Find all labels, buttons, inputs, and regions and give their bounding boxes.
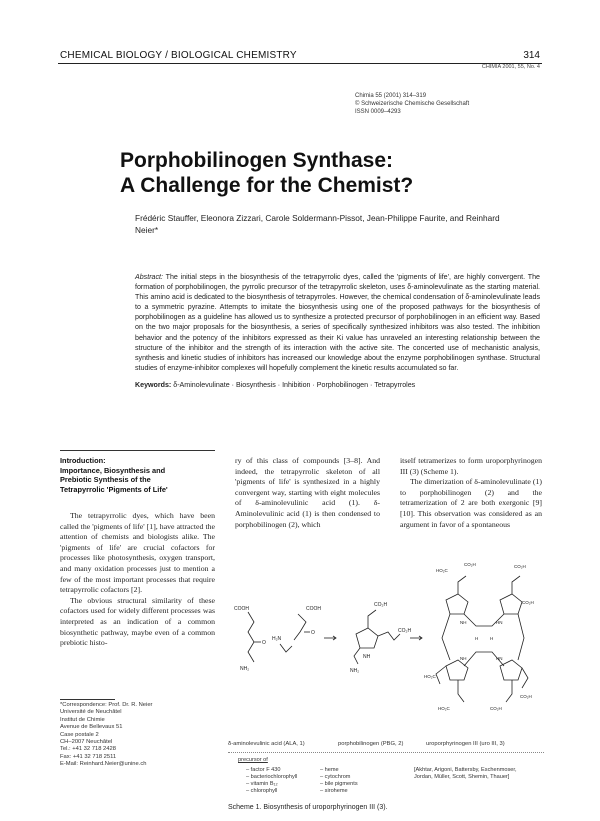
pbg-co2h-b-label: CO₂H bbox=[398, 628, 412, 634]
legend-item: – bile pigments bbox=[320, 781, 358, 787]
heading-line: Importance, Biosynthesis and bbox=[60, 465, 166, 475]
legend-heading: precursor of bbox=[238, 757, 268, 763]
body-column-1 bbox=[60, 511, 215, 649]
abstract-text: The initial steps in the biosynthesis of the tetrapyrrolic dyes, called the 'pigments of life', are highly convergent. The formation of porphobilinogen, the pyrrolic precursor of the tetrapyrrolic skeleton, uses δ-aminolevulinate as the starting material. This amino acid is dedicated to the biosynthesis of tetrapyrroles. However, the chemical condensation of δ-aminolevulinate leads to a symmetric pyrazine. Attempts to imitate the biosynthesis using one of the proposed pathways for the biosynthesis of porphobilinogen as a guideline has allowed us to synthesize a protected precursor of porphobilinogen in an efficient way. Based on the two major proposals for the biosynthesis, a series of specifically synthesized inhibitors was also tested. The inhibition behavior and the potency of the inhibitors expressed as their Ki value has unraveled an interesting relationship between the structure of the inhibitor and the strength of its interaction with the active site. The concerted use of mechanistic analysis, synthesis and kinetic studies of inhibitors has increased our knowledge about the enzyme porphobilinogen synthase. Structural studies of enzyme-inhibitor complexes will hopefully complement the kinetic results accumulated so far. bbox=[135, 273, 540, 372]
uro-ho2c-label: HO₂C bbox=[438, 706, 450, 711]
heading-line: Prebiotic Synthesis of the bbox=[60, 475, 151, 485]
footnote-line: Université de Neuchâtel bbox=[60, 709, 122, 716]
ala-chain bbox=[248, 612, 254, 662]
scheme-figure bbox=[228, 548, 544, 746]
heading-line: Introduction: bbox=[60, 456, 106, 465]
pbg-nh-label: NH bbox=[363, 654, 371, 660]
uro-ring-c bbox=[500, 660, 522, 680]
ala-dimer-structure bbox=[272, 606, 321, 652]
dimer-chain-b bbox=[280, 644, 292, 652]
uro-nh-label: NH bbox=[460, 620, 467, 625]
uro-arm bbox=[522, 668, 528, 688]
paragraph: itself tetramerizes to form uroporphyrinogen III (3) (Scheme 1). bbox=[400, 456, 542, 476]
uro-nh-label: NH bbox=[460, 656, 467, 661]
dimer-h2n-label: H₂N bbox=[272, 636, 282, 642]
uroporphyrinogen-structure bbox=[424, 562, 534, 711]
header-rule bbox=[58, 63, 542, 64]
author-list: Frédéric Stauffer, Eleonora Zizzari, Carole Soldermann-Pissot, Jean-Philippe Faurite, and Reinhard Neier* bbox=[135, 213, 500, 235]
keywords-text: δ-Aminolevulinate · Biosynthesis · Inhibition · Porphobilinogen · Tetrapyrroles bbox=[173, 381, 416, 389]
citation-line: © Schweizerische Chemische Gesellschaft bbox=[355, 101, 470, 107]
title-line: Porphobilinogen Synthase: bbox=[120, 149, 394, 172]
keywords-label: Keywords: bbox=[135, 381, 172, 389]
legend-item: – heme bbox=[320, 767, 339, 773]
pbg-nh2-label: NH₂ bbox=[350, 668, 360, 674]
legend-item: – vitamin B₁₂ bbox=[246, 781, 278, 787]
legend-refs: [Akhtar, Arigoni, Battersby, Eschenmoser, bbox=[414, 767, 517, 773]
compound-3-label: uroporphyrinogen III (uro III, 3) bbox=[426, 741, 505, 747]
citation-block bbox=[355, 92, 469, 116]
pbg-propionic-arm bbox=[378, 632, 400, 640]
uro-ring-d bbox=[446, 660, 468, 680]
uro-ring-a bbox=[446, 594, 468, 614]
uro-co2h-label: CO₂H bbox=[522, 600, 534, 605]
running-header: CHEMICAL BIOLOGY / BIOLOGICAL CHEMISTRY bbox=[60, 50, 297, 61]
dimer-chain-a bbox=[294, 614, 306, 640]
paragraph: ry of this class of compounds [3–8]. And indeed, the tetrapyrrolic skeleton of all 'pigments of life' is synthesized in a highly convergent way, starting with eight molecules of δ-aminolevulinic acid (1). δ-Aminolevulinic acid (1) is then condensed to porphobilinogen (2), which bbox=[235, 456, 380, 529]
scheme-separator bbox=[228, 752, 544, 753]
uro-bridge-bc bbox=[518, 614, 524, 660]
footnote-line: *Correspondence: Prof. Dr. R. Neier bbox=[60, 702, 153, 708]
section-rule bbox=[60, 450, 215, 451]
uro-arm bbox=[436, 666, 446, 684]
uro-ho2c-label: HO₂C bbox=[436, 568, 448, 573]
pbg-structure bbox=[350, 602, 411, 674]
title-line: A Challenge for the Chemist? bbox=[120, 174, 414, 197]
uro-h-label: H bbox=[490, 636, 494, 641]
uro-co2h-label: CO₂H bbox=[514, 564, 526, 569]
footnote-line: Institut de Chimie bbox=[60, 716, 105, 723]
compound-2-label: porphobilinogen (PBG, 2) bbox=[338, 741, 404, 747]
pbg-pyrrole-ring bbox=[356, 628, 378, 648]
footnote-line: Fax: +41 32 718 2511 bbox=[60, 753, 117, 760]
uro-hn-label: HN bbox=[496, 656, 503, 661]
uro-arm bbox=[458, 576, 466, 594]
citation-line: ISSN 0009–4293 bbox=[355, 109, 401, 115]
legend-item: – bacteriochlorophyll bbox=[246, 774, 298, 780]
legend-item: – factor F 430 bbox=[246, 767, 281, 773]
scheme-drawing bbox=[228, 548, 544, 746]
uro-ho2c-label: HO₂C bbox=[424, 674, 436, 679]
footnote-line: Avenue de Bellevaux 51 bbox=[60, 724, 123, 731]
correspondence-footnote bbox=[60, 702, 215, 769]
legend-item: – chlorophyll bbox=[246, 788, 278, 794]
uro-co2h-label: CO₂H bbox=[490, 706, 502, 711]
footnote-line: CH–2007 Neuchâtel bbox=[60, 739, 113, 746]
body-column-3 bbox=[400, 456, 542, 530]
pbg-aminomethyl-arm bbox=[354, 648, 360, 664]
dimer-o-label: O bbox=[311, 630, 315, 636]
citation-line: Chimia 55 (2001) 314–319 bbox=[355, 93, 427, 99]
legend-refs: Jordan, Müller, Scott, Shemin, Thauer] bbox=[414, 774, 510, 780]
uro-arm bbox=[458, 680, 464, 702]
uro-hn-label: HN bbox=[496, 620, 503, 625]
compound-1-label: δ-aminolevulinic acid (ALA, 1) bbox=[228, 741, 305, 747]
page-number: 314 bbox=[523, 50, 540, 61]
legend-item: – siroheme bbox=[320, 788, 348, 794]
body-column-2 bbox=[235, 456, 380, 530]
footnote-rule bbox=[60, 699, 115, 700]
paragraph: The obvious structural similarity of these cofactors used for widely different processes was interpreted as an indication of a common biosynthetic pathway, maybe even of a common prebiotic histo- bbox=[60, 595, 215, 648]
scheme-legend bbox=[238, 757, 544, 794]
abstract bbox=[135, 272, 540, 373]
legend-item: – cytochrom bbox=[320, 774, 351, 780]
ala-nh2-label: NH₂ bbox=[240, 666, 250, 672]
abstract-label: Abstract: bbox=[135, 273, 163, 281]
ala-o-label: O bbox=[262, 640, 266, 646]
uro-arm bbox=[506, 680, 512, 702]
uro-arm bbox=[512, 576, 520, 594]
footnote-line: E-Mail: Reinhard.Neier@unine.ch bbox=[60, 761, 147, 768]
journal-ref: CHIMIA 2001, 55, No. 4 bbox=[481, 64, 540, 70]
ala-cooh-label: COOH bbox=[234, 606, 249, 612]
uro-ring-b bbox=[500, 594, 522, 614]
pbg-co2h-a-label: CO₂H bbox=[374, 602, 388, 608]
dimer-cooh-label: COOH bbox=[306, 606, 321, 612]
paragraph: The dimerization of δ-aminolevulinate (1) to porphobilinogen (2) and the tetramerization of 2 are both exergonic [9][10]. This observation was considered as an argument in favor of a spontaneous bbox=[400, 477, 542, 529]
scheme-caption: Scheme 1. Biosynthesis of uroporphyrinogen III (3). bbox=[228, 804, 388, 811]
section-heading bbox=[60, 456, 220, 494]
paragraph: The tetrapyrrolic dyes, which have been called the 'pigments of life' [1], have attracted the attention of chemists and biologists alike. The 'pigments of life' are crucial cofactors for processes like photosynthesis, oxygen transport, and many oxidation processes just to mention a few of the most important processes that require tetrapyrrolic cofactors [2]. bbox=[60, 511, 215, 595]
uro-h-label: H bbox=[475, 636, 479, 641]
uro-bridge-da bbox=[442, 614, 450, 660]
footnote-line: Tel.: +41 32 718 2428 bbox=[60, 746, 116, 753]
footnote-line: Case postale 2 bbox=[60, 731, 99, 738]
pbg-acetic-arm bbox=[368, 610, 376, 628]
keywords bbox=[135, 381, 415, 389]
ala-structure bbox=[234, 606, 266, 672]
heading-line: Tetrapyrrolic 'Pigments of Life' bbox=[60, 484, 168, 494]
uro-co2h-label: CO₂H bbox=[520, 694, 532, 699]
uro-co2h-label: CO₂H bbox=[464, 562, 476, 567]
article-title bbox=[120, 148, 540, 198]
